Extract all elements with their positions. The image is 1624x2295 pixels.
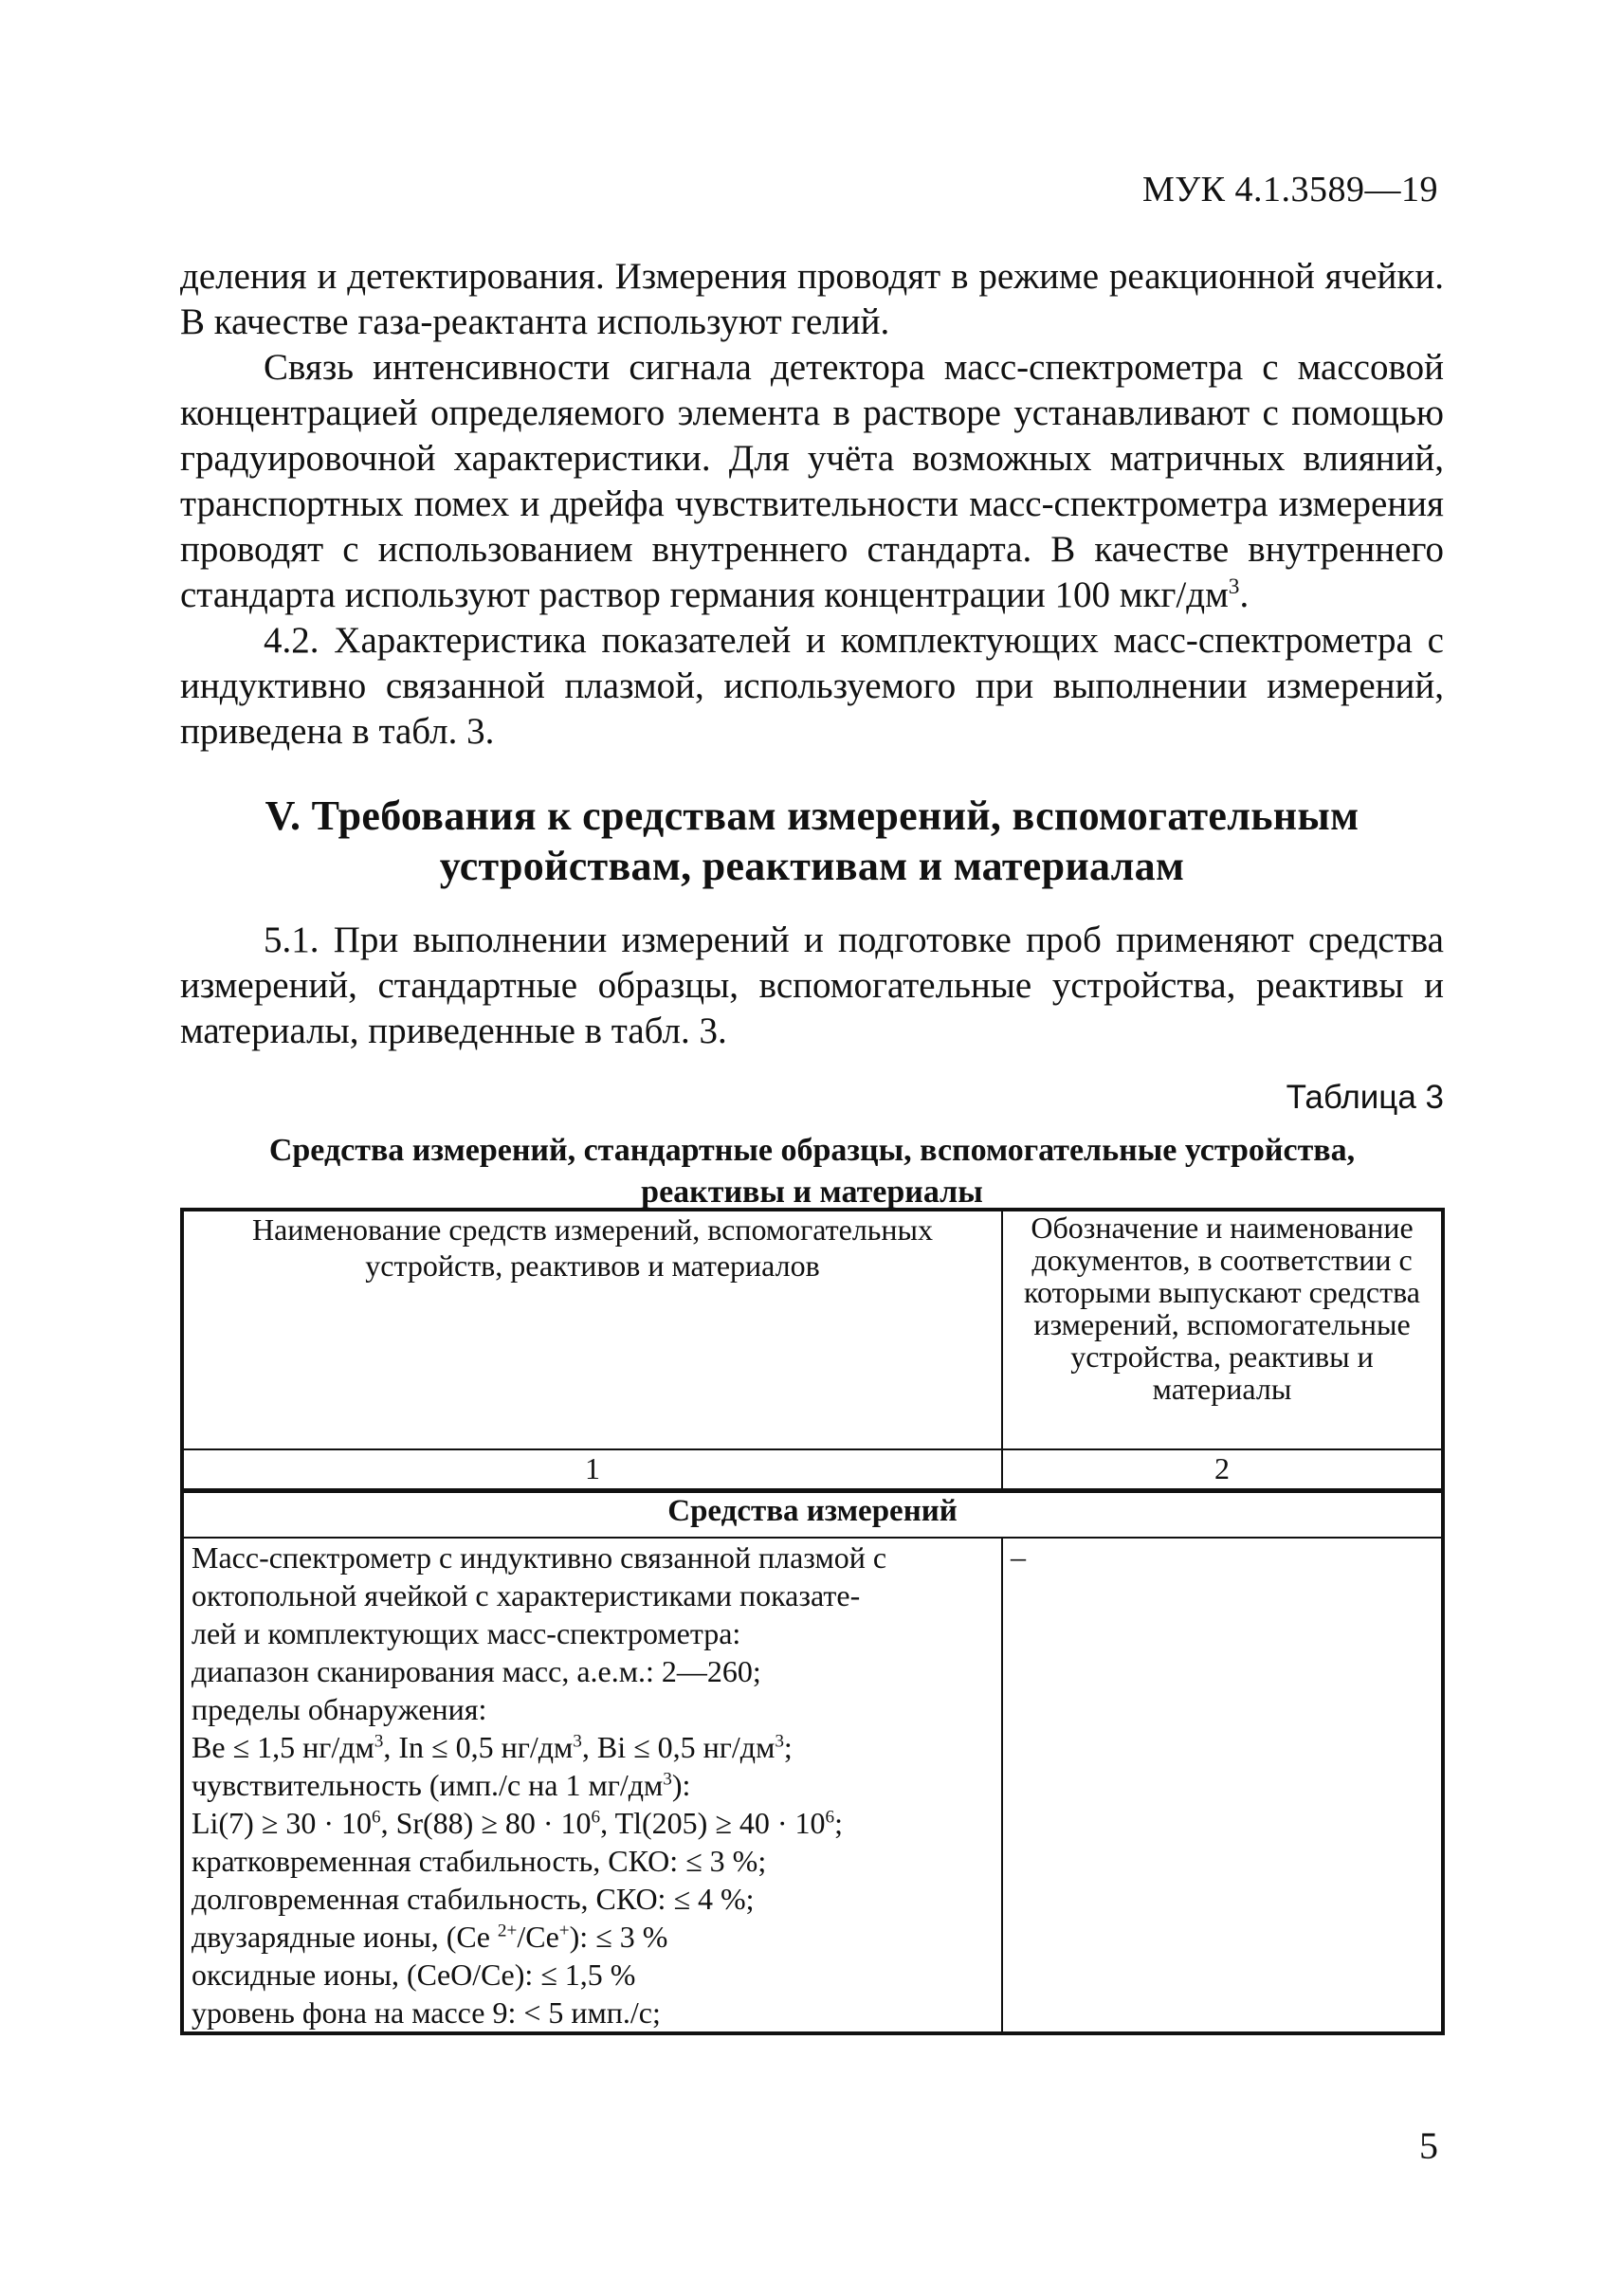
- spec-line: долговременная стабильность, СКО: ≤ 4 %;: [192, 1882, 755, 1916]
- spec-line-doubly-charged: [192, 1918, 994, 1956]
- col2-number: 2: [1002, 1449, 1443, 1491]
- section-title-line-2: устройствам, реактивам и материалам: [439, 843, 1185, 889]
- text: Li(7) ≥ 30 · 10: [192, 1806, 372, 1840]
- spec-line: уровень фона на массе 9: < 5 имп./с;: [192, 1995, 661, 2030]
- paragraph-continuation: деления и детектирования. Измерения проводят в режиме реакционной ячейки. В качестве газа-реактанта используют гелий.: [180, 256, 1444, 342]
- text: чувствительность (имп./с на 1 мг/дм: [192, 1768, 664, 1802]
- col2-header: Обозначение и наименование документов, в соответствии с которыми выпускают средства измерений, вспомогательные устройства, реактивы и материалы: [1002, 1210, 1443, 1449]
- spec-line: октопольной ячейкой с характеристиками показате-: [192, 1578, 861, 1612]
- paragraph-internal-standard: [180, 345, 1444, 618]
- text: ): ≤ 3 %: [569, 1920, 668, 1954]
- spec-line-sensitivity-values: [192, 1804, 994, 1842]
- spec-line: пределы обнаружения:: [192, 1692, 487, 1726]
- table-title-line-1: Средства измерений, стандартные образцы, вспомогательные устройства,: [268, 1133, 1356, 1168]
- section-measurement-instruments: Средства измерений: [182, 1491, 1443, 1539]
- table-title-line-2: реактивы и материалы: [641, 1175, 983, 1210]
- spec-line-detection-limits: [192, 1728, 994, 1766]
- superscript: 3: [573, 1731, 582, 1752]
- col1-number: 1: [182, 1449, 1002, 1491]
- text: ;: [834, 1806, 844, 1840]
- superscript: 6: [371, 1807, 381, 1828]
- spec-line-sensitivity: [192, 1766, 994, 1804]
- table-section-row: [182, 1491, 1443, 1539]
- spec-line: Масс-спектрометр с индуктивно связанной плазмой с: [192, 1540, 887, 1575]
- table-number-row: [182, 1449, 1443, 1491]
- body-text: [180, 254, 1444, 1213]
- page-number: 5: [1419, 2124, 1438, 2167]
- text: ;: [783, 1730, 793, 1764]
- equipment-table: [180, 1208, 1445, 2035]
- text: двузарядные ионы, (Ce: [192, 1920, 498, 1954]
- superscript: 6: [825, 1807, 835, 1828]
- superscript: 3: [775, 1731, 784, 1752]
- superscript: 3: [663, 1769, 672, 1790]
- section-title: [180, 791, 1444, 891]
- paragraph-5-1: 5.1. При выполнении измерений и подготовке проб применяют средства измерений, стандартные образцы, вспомогательные устройства, реактивы и материалы, приведенные в табл. 3.: [180, 920, 1444, 1051]
- spec-line: лей и комплектующих масс-спектрометра:: [192, 1616, 741, 1650]
- superscript: 3: [1228, 574, 1240, 599]
- text: Be ≤ 1,5 нг/дм: [192, 1730, 374, 1764]
- text: , In ≤ 0,5 нг/дм: [383, 1730, 574, 1764]
- paragraph-internal-standard-text: Связь интенсивности сигнала детектора масс-спектрометра с массовой концентрацией определяемого элемента в растворе устанавливают с помощью градуировочной характеристики. Для учёта возможных матричных влияний, транспортных помех и дрейфа чувствительности масс-спектрометра измерения проводят с использованием внутреннего стандарта. В качестве внутреннего стандарта используют раствор германия концентрации 100 мкг/дм: [180, 347, 1444, 615]
- table-label: Таблица 3: [1286, 1079, 1444, 1116]
- text: , Tl(205) ≥ 40 · 10: [600, 1806, 826, 1840]
- superscript: 2+: [497, 1921, 518, 1941]
- table-header-row: [182, 1210, 1443, 1449]
- superscript: +: [558, 1921, 570, 1941]
- document-code-header: МУК 4.1.3589—19: [1141, 170, 1438, 209]
- spec-line: кратковременная стабильность, СКО: ≤ 3 %;: [192, 1844, 767, 1878]
- table-title: [180, 1130, 1444, 1213]
- section-title-line-1: V. Требования к средствам измерений, вспомогательным: [265, 792, 1359, 839]
- superscript: 6: [591, 1807, 601, 1828]
- mass-spectrometer-spec: [182, 1538, 1002, 2033]
- text: ):: [671, 1768, 691, 1802]
- superscript: 3: [374, 1731, 384, 1752]
- col1-header: Наименование средств измерений, вспомогательных устройств, реактивов и материалов: [182, 1210, 1002, 1449]
- text: , Sr(88) ≥ 80 · 10: [380, 1806, 592, 1840]
- paragraph-4-2: 4.2. Характеристика показателей и комплектующих масс-спектрометра с индуктивно связанной плазмой, используемого при выполнении измерений, приведена в табл. 3.: [180, 620, 1444, 752]
- document-reference: –: [1002, 1538, 1443, 2033]
- spec-line: оксидные ионы, (CeO/Ce): ≤ 1,5 %: [192, 1958, 636, 1992]
- paragraph-end: .: [1239, 574, 1250, 615]
- text: , Bi ≤ 0,5 нг/дм: [581, 1730, 776, 1764]
- spec-line: диапазон сканирования масс, а.е.м.: 2—260;: [192, 1654, 761, 1688]
- table-row: [182, 1538, 1443, 2033]
- text: /Ce: [517, 1920, 559, 1954]
